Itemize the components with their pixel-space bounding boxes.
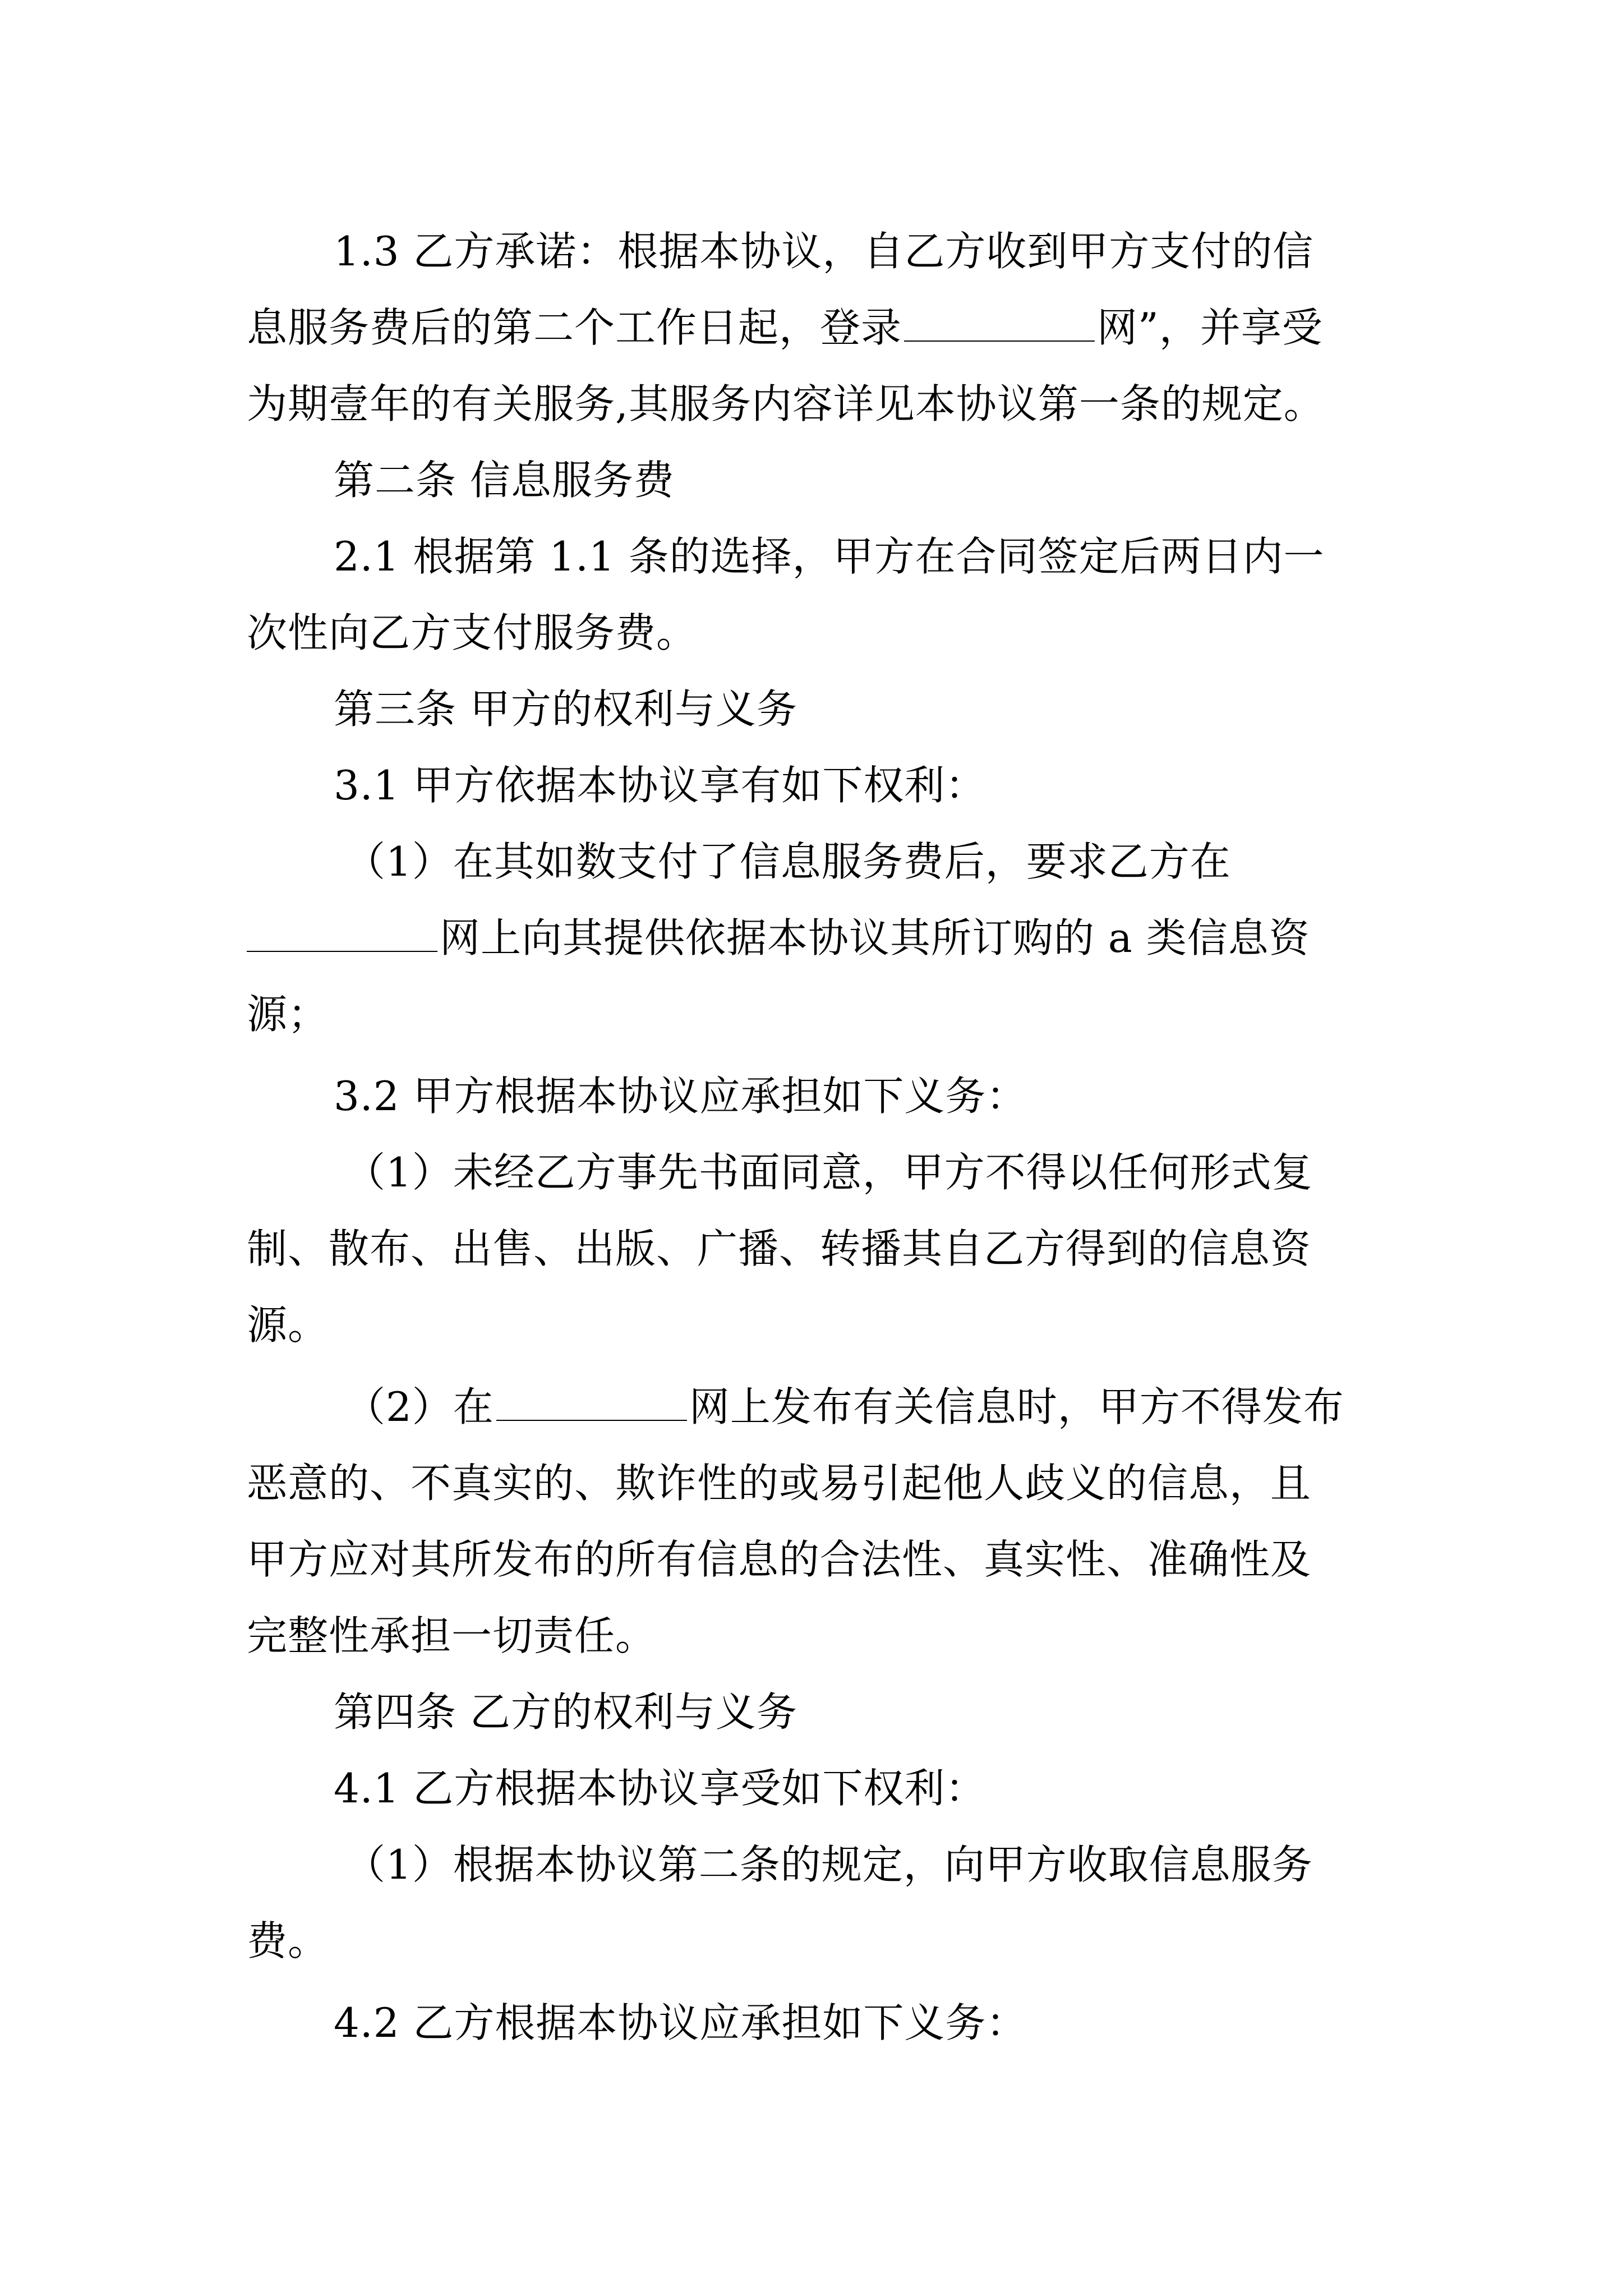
text-segment: 网上向其提供依据本协议其所订购的 a 类信息资 (440, 914, 1310, 961)
text-segment: （2）在 (345, 1383, 494, 1430)
clause-4-1: 4.1 乙方根据本协议享受如下权利： (334, 1765, 986, 1812)
clause-3-1-item-1-line-3: 源； (247, 991, 329, 1038)
text-segment: 网”，并享受 (1097, 304, 1323, 351)
clause-3-2: 3.2 甲方根据本协议应承担如下义务： (334, 1073, 1027, 1120)
clause-3-2-item-2-line-3: 甲方应对其所发布的所有信息的合法性、真实性、准确性及 (247, 1536, 1312, 1583)
clause-3-2-item-1-line-2: 制、散布、出售、出版、广播、转播其自乙方得到的信息资 (247, 1225, 1312, 1272)
clause-2-1-line-1: 2.1 根据第 1.1 条的选择，甲方在合同签定后两日内一 (334, 533, 1325, 580)
clause-1-3-line-1: 1.3 乙方承诺：根据本协议，自乙方收到甲方支付的信 (334, 228, 1314, 275)
clause-2-1-line-2: 次性向乙方支付服务费。 (247, 609, 698, 656)
clause-4-1-item-1-line-2: 费。 (247, 1917, 329, 1964)
clause-3-2-item-1-line-3: 源。 (247, 1301, 329, 1349)
website-blank (904, 306, 1095, 342)
clause-3-2-item-2-line-4: 完整性承担一切责任。 (247, 1612, 657, 1659)
article-4-heading: 第四条 乙方的权利与义务 (334, 1688, 797, 1736)
clause-3-2-item-2-line-2: 恶意的、不真实的、欺诈性的或易引起他人歧义的信息，且 (247, 1460, 1312, 1507)
article-3-heading: 第三条 甲方的权利与义务 (334, 685, 797, 733)
clause-1-3-line-2 (247, 289, 1396, 366)
article-2-heading: 第二条 信息服务费 (334, 457, 675, 504)
text-segment: 网上发布有关信息时，甲方不得发布 (689, 1383, 1344, 1430)
clause-3-1-item-1-line-1: （1）在其如数支付了信息服务费后，要求乙方在 (345, 838, 1231, 885)
website-blank (496, 1385, 687, 1421)
clause-4-1-item-1-line-1: （1）根据本协议第二条的规定，向甲方收取信息服务 (345, 1841, 1313, 1888)
clause-4-2: 4.2 乙方根据本协议应承担如下义务： (334, 1999, 1027, 2046)
clause-3-2-item-2-line-1 (247, 1369, 1396, 1445)
document-page (247, 213, 1396, 2061)
clause-1-3-line-3: 为期壹年的有关服务,其服务内容详见本协议第一条的规定。 (247, 380, 1325, 427)
website-blank (247, 916, 437, 952)
clause-3-2-item-1-line-1: （1）未经乙方事先书面同意，甲方不得以任何形式复 (345, 1149, 1313, 1196)
text-segment: 息服务费后的第二个工作日起，登录 (247, 304, 902, 351)
clause-3-1: 3.1 甲方依据本协议享有如下权利： (334, 762, 986, 809)
clause-3-1-item-1-line-2 (247, 900, 1396, 976)
